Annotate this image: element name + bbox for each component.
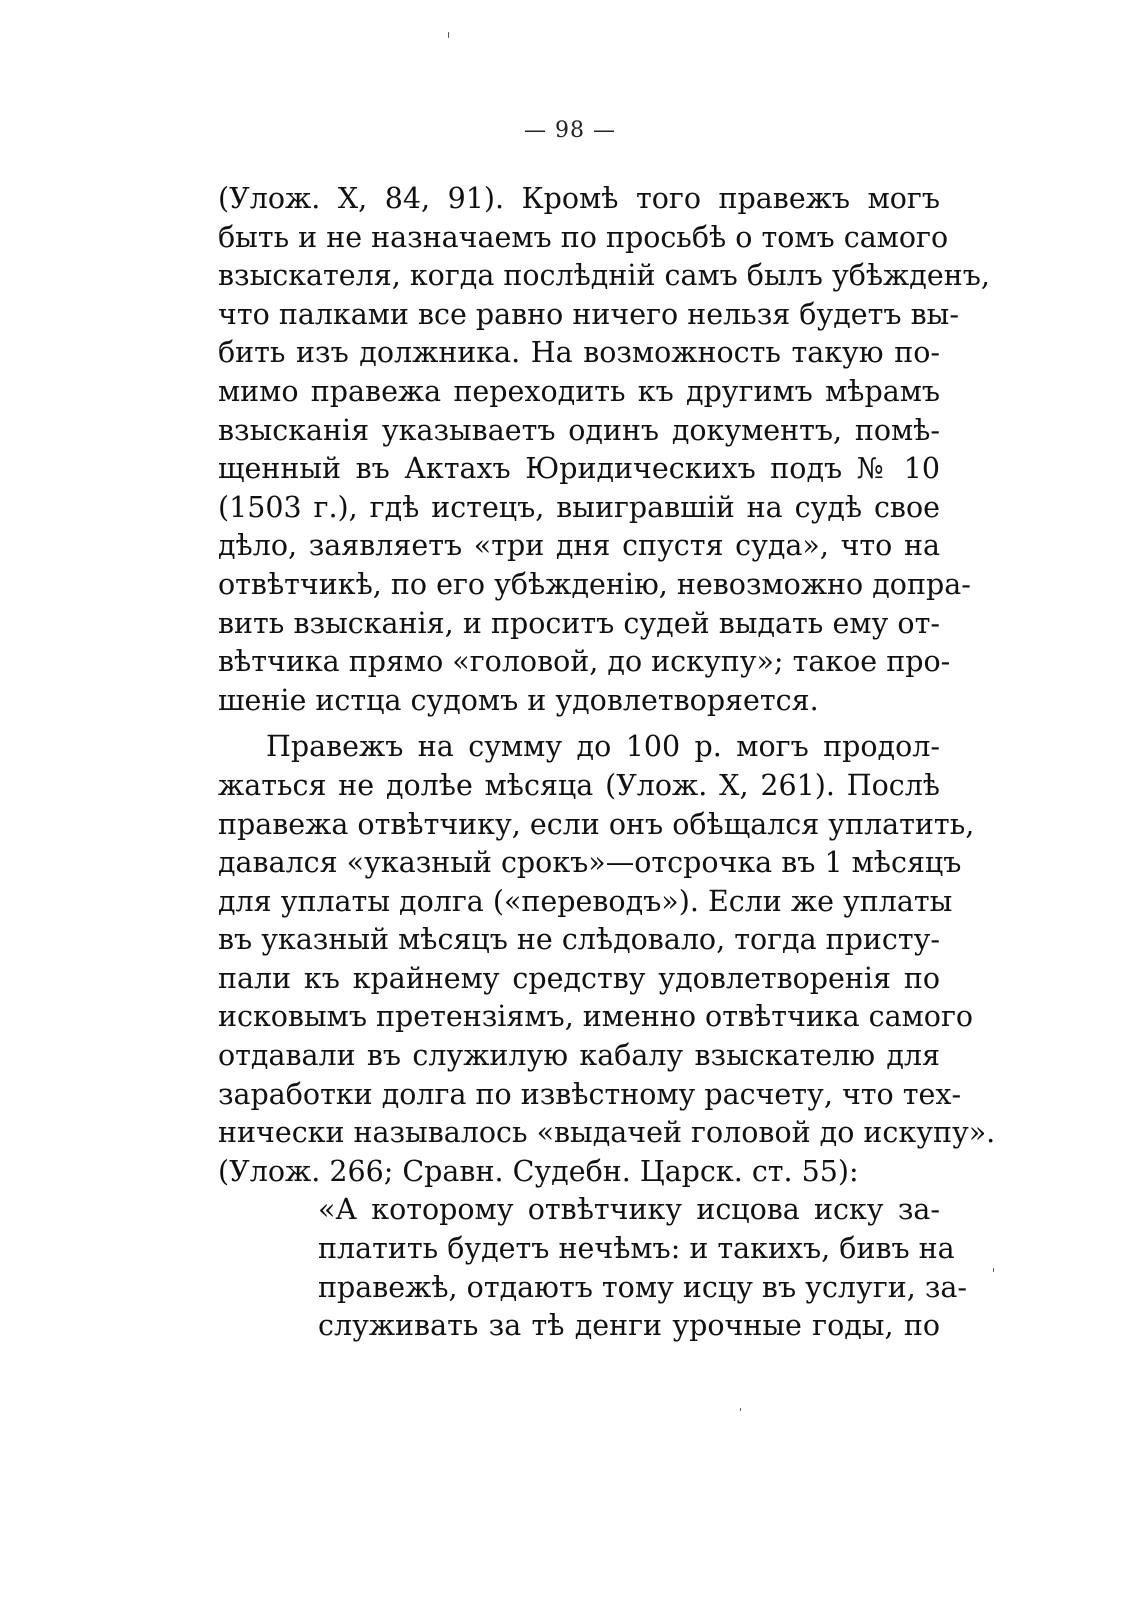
text-line: исковымъ претензiямъ, именно отвѣтчика самого [218,1000,974,1034]
body-text [218,180,996,1346]
text-line: вѣтчика прямо «головой, до искупу»; такое про- [218,645,951,679]
text-line: бить изъ должника. На возможность такую по- [218,336,940,370]
quote-line: «А которому отвѣтчику исцова иску за- [318,1193,940,1227]
text-line: для уплаты долга («переводъ»). Если же уплаты [218,884,953,918]
text-line: жаться не долѣе мѣсяца (Улож. X, 261). Послѣ [218,768,940,802]
quote-line: служивать за тѣ денги урочные годы, по [318,1309,940,1343]
text-line: быть и не назначаемъ по просьбѣ о томъ самого [218,220,949,254]
scan-speck [448,32,449,38]
text-line: (1503 г.), гдѣ истецъ, выигравшiй на судѣ свое [218,490,940,524]
text-line: вить взысканiя, и проситъ судей выдать ему от- [218,606,940,640]
text-line: шенiе истца судомъ и удовлетворяется. [218,683,819,717]
text-line: отдавали въ служилую кабалу взыскателю для [218,1039,940,1073]
text-line: пали къ крайнему средству удовлетворенiя по [218,961,940,995]
text-line: что палками все равно ничего нельзя будетъ вы- [218,297,959,331]
text-line: Правежъ на сумму до 100 р. могъ продол- [266,730,940,764]
text-line: правежа отвѣтчику, если онъ обѣщался уплатить, [218,807,975,841]
text-line: отвѣтчикѣ, по его убѣжденiю, невозможно допра- [218,567,971,601]
text-line: взысканiя указываетъ одинъ документъ, помѣ- [218,413,940,447]
page-number: — 98 — [524,118,616,143]
paragraph-2 [218,728,996,1191]
text-line: дѣло, заявляетъ «три дня спустя суда», что на [218,529,940,563]
text-line: (Улож. X, 84, 91). Кромѣ того правежъ могъ [218,182,940,215]
paragraph-1 [218,180,990,720]
text-line: заработки долга по извѣстному расчету, что тех- [218,1077,962,1111]
text-line: (Улож. 266; Сравн. Судебн. Царск. ст. 55): [218,1154,859,1188]
paragraph-gap [218,720,940,728]
text-line: мимо правежа переходить къ другимъ мѣрамъ [218,374,940,408]
text-line: давался «указный срокъ»—отсрочка въ 1 мѣсяцъ [218,846,962,880]
quotation [218,1191,967,1345]
scan-speck [740,1408,741,1411]
text-line: въ указный мѣсяцъ не слѣдовало, тогда присту- [218,923,941,957]
text-line: нически называлось «выдачей головой до искупу». [218,1116,996,1150]
quote-line: платить будетъ нечѣмъ: и такихъ, бивъ на [318,1232,955,1266]
quote-line: правежѣ, отдаютъ тому исцу въ услуги, за- [318,1270,967,1304]
scan-speck [993,1268,994,1272]
text-line: щенный въ Актахъ Юридическихъ подъ № 10 [218,452,940,486]
text-line: взыскателя, когда послѣднiй самъ былъ убѣжденъ, [218,259,990,293]
